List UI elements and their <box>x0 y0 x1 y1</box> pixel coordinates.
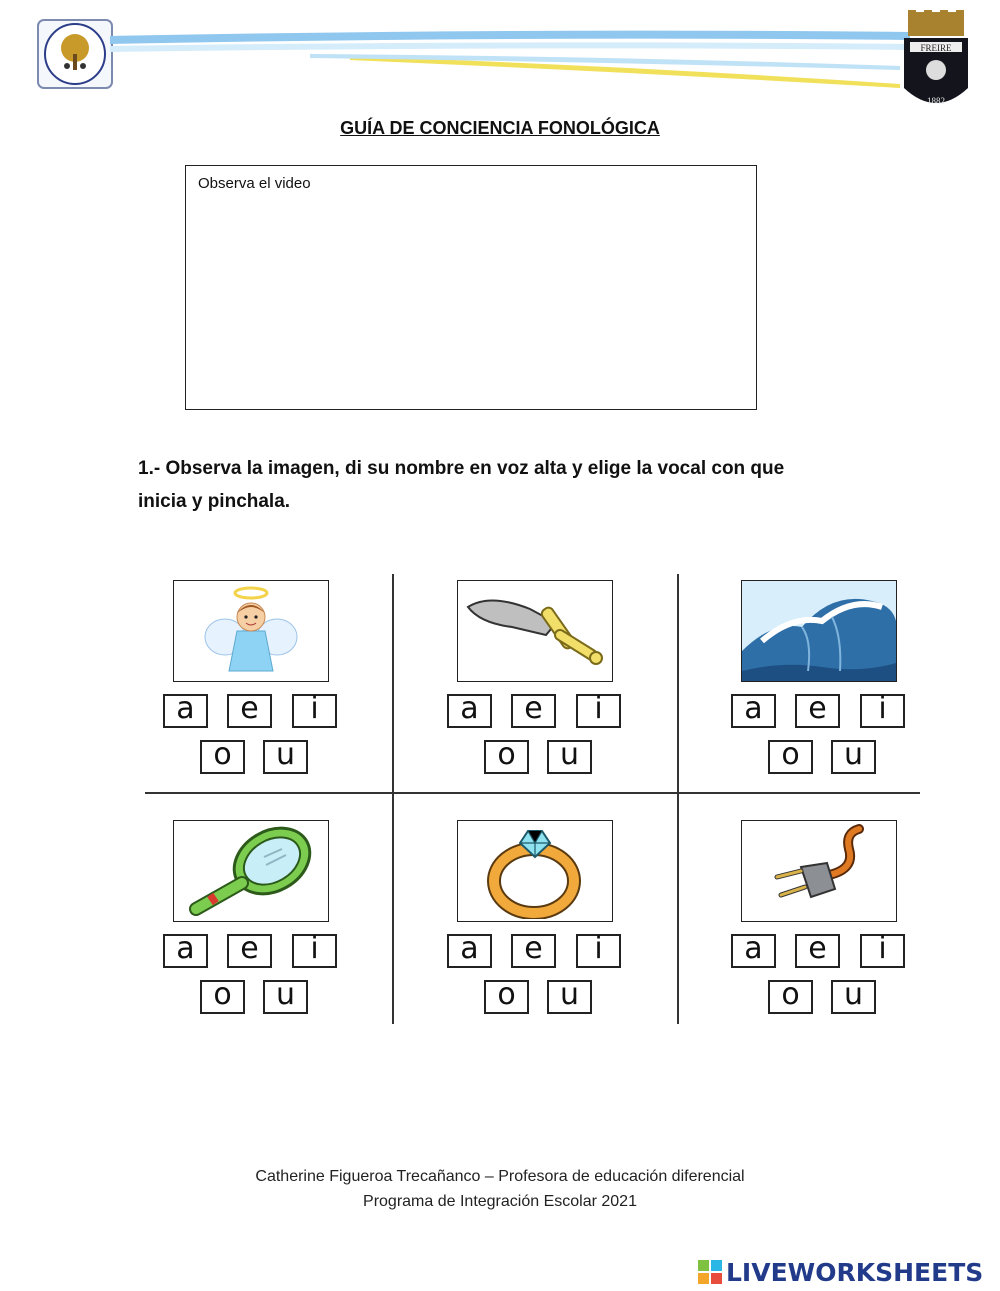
exercise-plug <box>731 820 911 1030</box>
freire-crest-logo <box>900 10 972 118</box>
vowel-e-button[interactable]: e <box>227 934 272 968</box>
exercise-mirror <box>163 820 343 1030</box>
footer-credits <box>0 1164 1000 1214</box>
vowel-i-button[interactable]: i <box>292 694 337 728</box>
liveworksheets-brand[interactable] <box>698 1256 983 1288</box>
vowel-u-button[interactable]: u <box>263 980 308 1014</box>
vowel-a-button[interactable]: a <box>731 934 776 968</box>
header-ribbon <box>110 26 910 90</box>
vowel-a-button[interactable]: a <box>163 934 208 968</box>
crest-label: FREIRE <box>920 43 952 53</box>
vowel-i-button[interactable]: i <box>576 694 621 728</box>
brand-name: LIVEWORKSHEETS <box>726 1257 984 1287</box>
vowel-e-button[interactable]: e <box>795 934 840 968</box>
instruction-text <box>138 452 858 518</box>
grid-divider-horizontal <box>145 792 920 794</box>
vowel-u-button[interactable]: u <box>547 740 592 774</box>
grid-divider-vertical <box>392 574 394 1024</box>
school-seal-logo <box>36 18 114 90</box>
vowel-u-button[interactable]: u <box>263 740 308 774</box>
vowel-u-button[interactable]: u <box>831 980 876 1014</box>
mirror-image <box>173 820 329 922</box>
vowel-e-button[interactable]: e <box>511 934 556 968</box>
vowel-e-button[interactable]: e <box>227 694 272 728</box>
vowel-u-button[interactable]: u <box>831 740 876 774</box>
ring-image <box>457 820 613 922</box>
exercise-sword <box>447 580 627 790</box>
exercise-wave <box>731 580 911 790</box>
vowel-i-button[interactable]: i <box>860 694 905 728</box>
vowel-o-button[interactable]: o <box>484 980 529 1014</box>
angel-image <box>173 580 329 682</box>
footer-program: Programa de Integración Escolar 2021 <box>363 1193 637 1210</box>
vowel-o-button[interactable]: o <box>768 740 813 774</box>
vowel-o-button[interactable]: o <box>200 740 245 774</box>
page-title: GUÍA DE CONCIENCIA FONOLÓGICA <box>340 118 660 138</box>
crest-year: 1882 <box>927 96 945 106</box>
vowel-i-button[interactable]: i <box>292 934 337 968</box>
plug-image <box>741 820 897 922</box>
vowel-o-button[interactable]: o <box>768 980 813 1014</box>
exercise-ring <box>447 820 627 1030</box>
vowel-a-button[interactable]: a <box>731 694 776 728</box>
vowel-i-button[interactable]: i <box>860 934 905 968</box>
grid-divider-vertical <box>677 574 679 1024</box>
video-label: Observa el video <box>198 175 311 192</box>
wave-image <box>741 580 897 682</box>
vowel-e-button[interactable]: e <box>511 694 556 728</box>
footer-author: Catherine Figueroa Trecañanco – Profesora de educación diferencial <box>255 1168 745 1185</box>
vowel-e-button[interactable]: e <box>795 694 840 728</box>
video-placeholder[interactable] <box>185 165 757 410</box>
exercise-angel <box>163 580 343 790</box>
instruction-line-2: inicia y pinchala. <box>138 491 291 512</box>
vowel-o-button[interactable]: o <box>484 740 529 774</box>
vowel-o-button[interactable]: o <box>200 980 245 1014</box>
vowel-u-button[interactable]: u <box>547 980 592 1014</box>
instruction-line-1: 1.- Observa la imagen, di su nombre en voz alta y elige la vocal con que <box>138 458 785 479</box>
vowel-a-button[interactable]: a <box>447 934 492 968</box>
vowel-a-button[interactable]: a <box>447 694 492 728</box>
liveworksheets-icon <box>698 1260 722 1284</box>
vowel-i-button[interactable]: i <box>576 934 621 968</box>
vowel-a-button[interactable]: a <box>163 694 208 728</box>
sword-image <box>457 580 613 682</box>
